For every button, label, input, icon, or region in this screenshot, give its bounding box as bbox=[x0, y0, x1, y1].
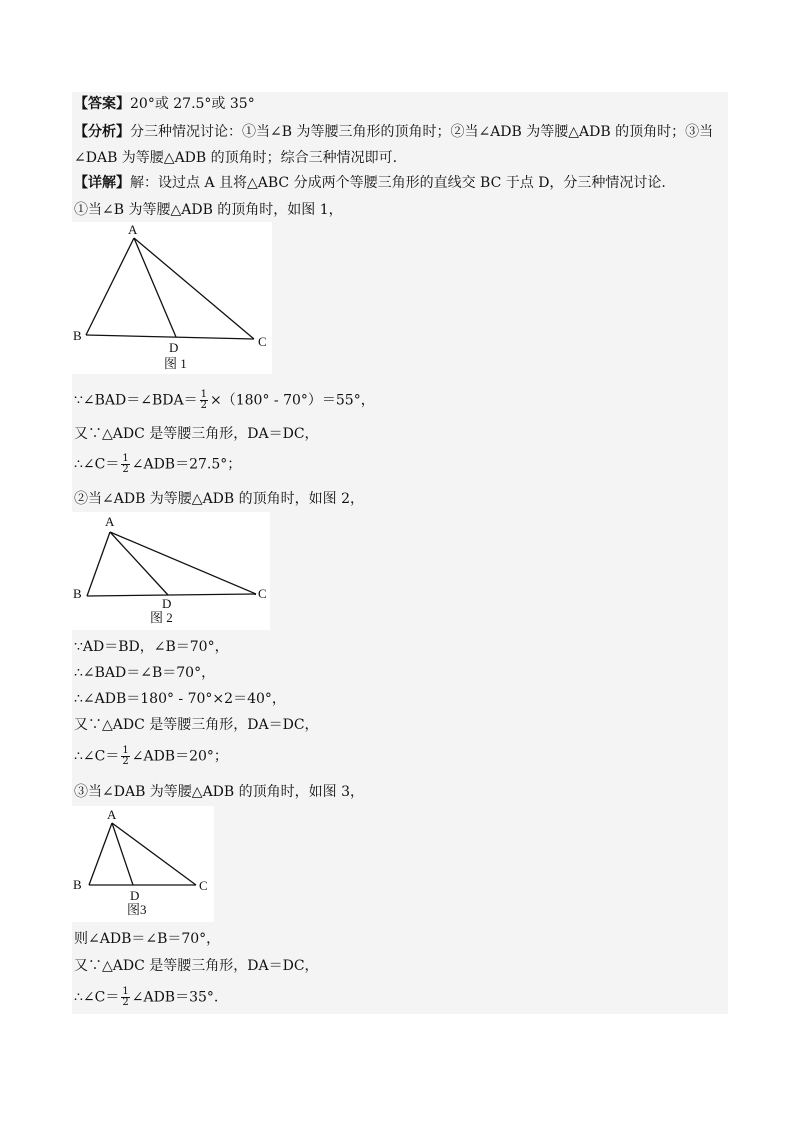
detail-line bbox=[74, 173, 666, 193]
case2-line-3: ∴∠ADB＝180° - 70°×2＝40°， bbox=[74, 691, 286, 707]
fig1-segment-ad bbox=[134, 238, 176, 337]
detail-text: 解：设过点 A 且将△ABC 分成两个等腰三角形的直线交 BC 于点 D，分三种情况讨论. bbox=[130, 175, 666, 191]
case3-line-3 bbox=[74, 987, 218, 1008]
fig1-label-c: C bbox=[258, 334, 267, 349]
analysis-line-1 bbox=[74, 122, 713, 142]
case3-line-3-b: ∠ADB＝35°. bbox=[131, 989, 219, 1006]
case3-line-2: 又∵△ADC 是等腰三角形，DA＝DC， bbox=[74, 958, 319, 974]
fig1-label-a: A bbox=[128, 222, 138, 237]
fraction-half bbox=[200, 390, 208, 411]
case2-line-2: ∴∠BAD＝∠B＝70°， bbox=[74, 665, 216, 681]
figure-2-diagram bbox=[72, 512, 270, 630]
fig2-side-ab bbox=[87, 532, 110, 596]
fraction-numerator: 1 bbox=[122, 453, 129, 464]
fraction-numerator: 1 bbox=[200, 389, 207, 400]
case1-line-1-b: ×（180° - 70°）＝55°， bbox=[210, 392, 375, 409]
fig2-label-d: D bbox=[162, 596, 172, 611]
analysis-text-1: 分三种情况讨论：①当∠B 为等腰三角形的顶角时；②当∠ADB 为等腰△ADB 的顶角时；③当 bbox=[130, 124, 714, 140]
fig3-label-d: D bbox=[130, 888, 140, 903]
case1-line-3-b: ∠ADB＝27.5°； bbox=[131, 456, 242, 473]
fraction-numerator: 1 bbox=[122, 986, 129, 997]
fraction-half bbox=[121, 454, 129, 475]
fraction-denominator: 2 bbox=[122, 464, 129, 475]
fig3-side-ab bbox=[89, 823, 112, 885]
fraction-numerator: 1 bbox=[122, 745, 129, 756]
fraction-denominator: 2 bbox=[122, 997, 129, 1008]
case3-line-1: 则∠ADB＝∠B＝70°， bbox=[74, 931, 221, 947]
analysis-tag: 【分析】 bbox=[74, 124, 130, 140]
case2-line-5-b: ∠ADB＝20°； bbox=[131, 748, 228, 765]
case1-line-3 bbox=[74, 454, 241, 475]
case2-heading: ②当∠ADB 为等腰△ADB 的顶角时，如图 2， bbox=[74, 491, 365, 507]
detail-tag: 【详解】 bbox=[74, 175, 130, 191]
case2-line-5-a: ∴∠C＝ bbox=[74, 748, 120, 765]
figure-1 bbox=[72, 222, 272, 374]
analysis-line-2: ∠DAB 为等腰△ADB 的顶角时；综合三种情况即可. bbox=[74, 150, 398, 166]
answer-text: 20°或 27.5°或 35° bbox=[130, 96, 255, 112]
fig3-label-b: B bbox=[73, 877, 82, 892]
fig2-segment-ad bbox=[110, 532, 168, 595]
fig1-label-b: B bbox=[73, 328, 82, 343]
case1-heading: ①当∠B 为等腰△ADB 的顶角时，如图 1， bbox=[74, 202, 343, 218]
answer-line bbox=[74, 94, 255, 114]
fig1-side-bc bbox=[86, 335, 254, 339]
fig3-label-a: A bbox=[107, 807, 117, 822]
fig2-caption: 图 2 bbox=[150, 610, 173, 625]
figure-3-diagram bbox=[72, 806, 214, 922]
fig3-label-c: C bbox=[199, 878, 208, 893]
fig2-label-c: C bbox=[258, 586, 267, 601]
case2-line-1: ∵AD＝BD，∠B＝70°， bbox=[74, 639, 229, 655]
case1-line-3-a: ∴∠C＝ bbox=[74, 456, 120, 473]
figure-1-diagram bbox=[72, 222, 272, 374]
fig3-side-ac bbox=[112, 823, 196, 885]
case1-line-1 bbox=[74, 390, 375, 411]
fraction-denominator: 2 bbox=[122, 756, 129, 767]
figure-3 bbox=[72, 806, 214, 922]
figure-2 bbox=[72, 512, 270, 630]
case1-line-1-a: ∵∠BAD＝∠BDA＝ bbox=[74, 392, 198, 409]
fig2-label-a: A bbox=[105, 514, 115, 529]
fig1-label-d: D bbox=[169, 340, 179, 355]
fig3-caption: 图3 bbox=[127, 902, 147, 917]
fig2-side-bc bbox=[87, 594, 256, 596]
fraction-half bbox=[121, 987, 129, 1008]
fraction-half bbox=[121, 746, 129, 767]
answer-tag: 【答案】 bbox=[74, 96, 130, 112]
fig2-side-ac bbox=[110, 532, 256, 594]
case3-heading: ③当∠DAB 为等腰△ADB 的顶角时，如图 3， bbox=[74, 784, 365, 800]
fraction-denominator: 2 bbox=[200, 400, 207, 411]
fig1-caption: 图 1 bbox=[164, 356, 187, 371]
fig3-segment-ad bbox=[112, 823, 133, 885]
case3-line-3-a: ∴∠C＝ bbox=[74, 989, 120, 1006]
fig1-side-ac bbox=[134, 238, 254, 339]
case1-line-2: 又∵△ADC 是等腰三角形，DA＝DC， bbox=[74, 426, 319, 442]
case2-line-5 bbox=[74, 746, 228, 767]
case2-line-4: 又∵△ADC 是等腰三角形，DA＝DC， bbox=[74, 717, 319, 733]
fig2-label-b: B bbox=[73, 586, 82, 601]
fig1-side-ab bbox=[86, 238, 134, 335]
